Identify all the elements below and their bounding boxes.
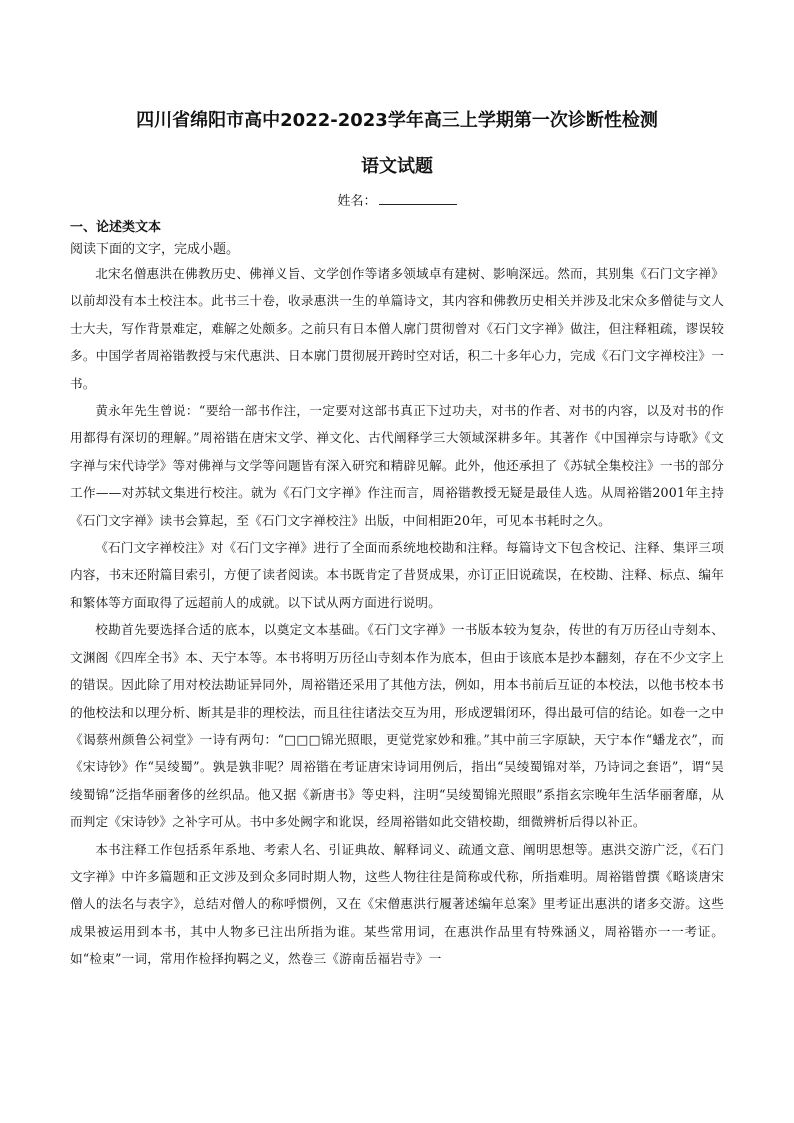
reading-instruction: 阅读下面的文字，完成小题。 bbox=[70, 242, 240, 257]
name-blank-line[interactable] bbox=[379, 190, 457, 205]
paragraph: 本书注释工作包括系年系地、考索人名、引证典故、解释词义、疏通文意、阐明思想等。惠洪交游广泛，《石门文字禅》中许多篇题和正文涉及到众多同时期人物，这些人物往往是简称或代称，所指难明。周裕锴曾撰《略谈唐宋僧人的法名与表字》，总结对僧人的称呼惯例，又在《宋僧惠洪行履著述编年总案》里考证出惠洪的诸多交游。这些成果被运用到本书，其中人物多已注出所指为谁。某些常用词，在惠洪作品里有特殊涵义，周裕锴亦一一考证。如“检束”一词，常用作检择拘羁之义，然卷三《游南岳福岩寺》一 bbox=[70, 841, 724, 967]
document-title: 四川省绵阳市高中2022-2023学年高三上学期第一次诊断性检测 bbox=[136, 110, 658, 131]
paragraph: 北宋名僧惠洪在佛教历史、佛禅义旨、文学创作等诸多领域卓有建树、影响深远。然而，其别集《石门文字禅》以前却没有本土校注本。此书三十卷，收录惠洪一生的单篇诗文，其内容和佛教历史相关并涉及北宋众多僧徒与文人士大夫，写作背景难定，难解之处颇多。之前只有日本僧人廓门贯彻曾对《石门文字禅》做注，但注释粗疏，谬误较多。中国学者周裕锴教授与宋代惠洪、日本廓门贯彻展开跨时空对话，积二十多年心力，完成《石门文字禅校注》一书。 bbox=[70, 266, 724, 391]
paragraph: 校勘首先要选择合适的底本，以奠定文本基础。《石门文字禅》一书版本较为复杂，传世的有万历径山寺刻本、文渊阁《四库全书》本、天宁本等。本书将明万历径山寺刻本作为底本，但由于该底本是抄本翻刻，存在不少文字上的错误。因此除了用对校法勘证异同外，周裕锴还采用了其他方法，例如，用本书前后互证的本校法，以他书校本书的他校法和以理分析、断其是非的理校法，而且往往诸法交互为用，形成逻辑闭环，得出最可信的结论。如卷一之中《谒蔡州颜鲁公祠堂》一诗有两句：“□□□锦光照眼，更觉党家妙和雅。”其中前三字原缺，天宁本作“蟠龙衣”，而《宋诗钞》作“吴绫蜀”。孰是孰非呢？周裕锴在考证唐宋诗词用例后，指出“吴绫蜀锦对举，乃诗词之套语”，谓“吴绫蜀锦”泛指华丽奢侈的丝织品。他又据《新唐书》等史料，注明“吴绫蜀锦光照眼”系指玄宗晚年生活华丽奢靡，从而判定《宋诗钞》之补字可从。书中多处阙字和讹误，经周裕锴如此交错校勘，细微辨析后得以补正。 bbox=[70, 622, 724, 830]
paragraph: 《石门文字禅校注》对《石门文字禅》进行了全面而系统地校勘和注释。每篇诗文下包含校记、注释、集评三项内容，书末还附篇目索引，方便了读者阅读。本书既肯定了昔贤成果，亦订正旧说疏误，在校勘、注释、标点、编年和繁体等方面取得了远超前人的成就。以下试从两方面进行说明。 bbox=[70, 540, 724, 610]
paragraph: 黄永年先生曾说：“要给一部书作注，一定要对这部书真正下过功夫，对书的作者、对书的内容，以及对书的作用都得有深切的理解。”周裕锴在唐宋文学、禅文化、古代阐释学三大领域深耕多年。其著作《中国禅宗与诗歌》《文字禅与宋代诗学》等对佛禅与文学等问题皆有深入研究和精辟见解。此外，他还承担了《苏轼全集校注》一书的部分工作——对苏轼文集进行校注。就为《石门文字禅》作注而言，周裕锴教授无疑是最佳人选。从周裕锴2001年主持《石门文字禅》读书会算起，至《石门文字禅校注》出版，中间相距20年，可见本书耗时之久。 bbox=[70, 403, 724, 528]
name-label: 姓名： bbox=[337, 194, 377, 209]
section-heading: 一、论述类文本 bbox=[70, 220, 162, 235]
name-field-row bbox=[70, 190, 724, 212]
document-subtitle: 语文试题 bbox=[361, 156, 433, 177]
